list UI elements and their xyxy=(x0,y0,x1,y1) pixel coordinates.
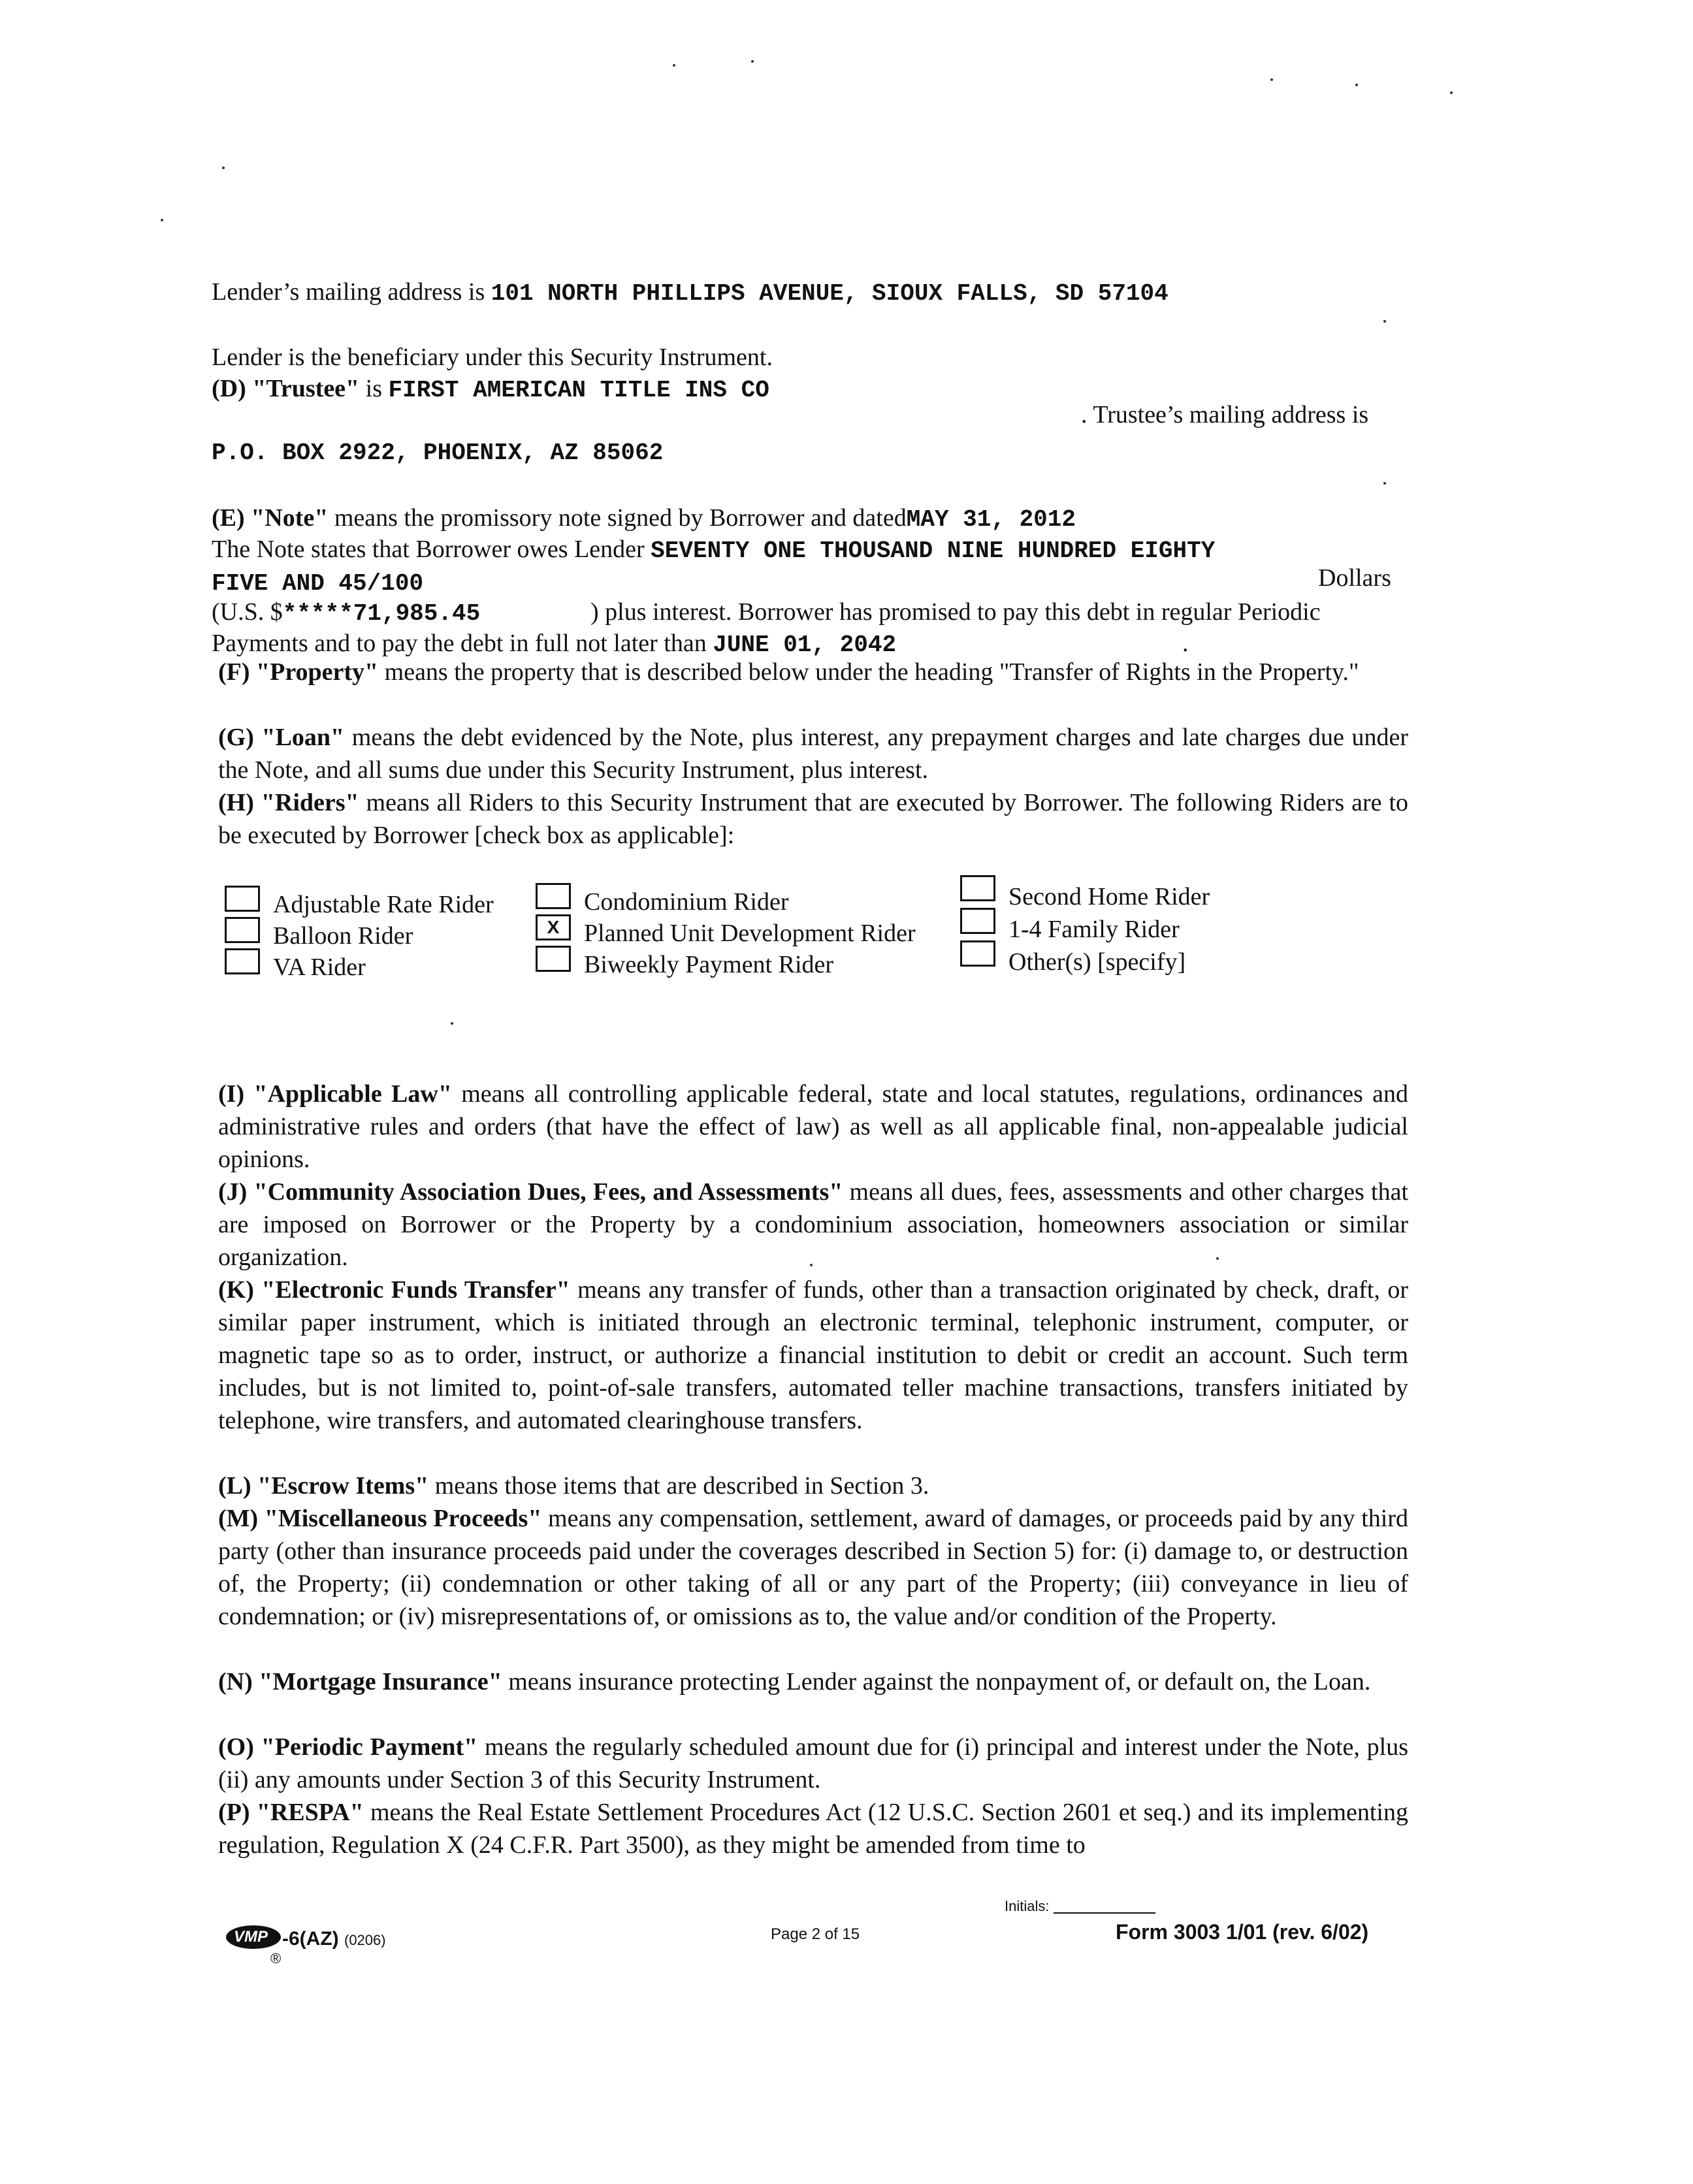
note-owes-prefix: The Note states that Borrower owes Lender xyxy=(212,536,645,563)
definition-text: means all dues, fees, assessments and other charges that are imposed on Borrower or the Property by a condominium association, homeowners association or similar organization. xyxy=(218,1178,1408,1271)
trustee-name: FIRST AMERICAN TITLE INS CO xyxy=(388,377,769,404)
note-maturity-date: JUNE 01, 2042 xyxy=(713,632,897,658)
definition-label: (G) "Loan" xyxy=(218,724,345,751)
rider-checkbox-va[interactable] xyxy=(225,948,260,974)
rider-checkbox-biweekly-payment[interactable] xyxy=(536,946,571,972)
definition-text: means insurance protecting Lender against the nonpayment of, or default on, the Loan. xyxy=(502,1668,1371,1695)
note-amount-words-line xyxy=(212,570,423,596)
vmp-logo xyxy=(225,1924,282,1950)
note-line xyxy=(212,506,1076,532)
form-number: Form 3003 1/01 (rev. 6/02) xyxy=(1116,1920,1369,1944)
initials-line xyxy=(1005,1899,1155,1914)
note-interest-text: ) plus interest. Borrower has promised to pay this debt in regular Periodic xyxy=(590,598,1321,626)
rider-label-planned-unit-development: Planned Unit Development Rider xyxy=(584,920,916,947)
scan-speck xyxy=(1383,482,1386,485)
note-period: . xyxy=(1182,630,1189,657)
trustee-label: (D) "Trustee" xyxy=(212,375,360,402)
trustee-mailing-suffix: . Trustee’s mailing address is xyxy=(1081,401,1369,428)
lender-mailing-line xyxy=(212,280,1169,306)
definition-label: (O) "Periodic Payment" xyxy=(218,1733,478,1761)
page-number: Page 2 of 15 xyxy=(771,1925,860,1943)
lender-mailing-prefix: Lender’s mailing address is xyxy=(212,278,485,306)
note-amount-words-1: SEVENTY ONE THOUSAND NINE HUNDRED EIGHTY xyxy=(651,538,1216,564)
definition-respa xyxy=(218,1796,1408,1861)
lender-mailing-address: 101 NORTH PHILLIPS AVENUE, SIOUX FALLS, SD 57104 xyxy=(491,280,1169,307)
definition-loan xyxy=(218,721,1408,786)
note-amount-words-2: FIVE AND 45/100 xyxy=(212,570,424,597)
rider-label-va: VA Rider xyxy=(273,954,366,981)
note-text: means the promissory note signed by Borrower and dated xyxy=(328,504,907,532)
scan-speck xyxy=(1355,84,1358,86)
scan-speck xyxy=(161,219,163,221)
trustee-address-text: P.O. BOX 2922, PHOENIX, AZ 85062 xyxy=(212,440,664,466)
scan-speck xyxy=(1450,91,1453,94)
rider-label-1-4-family: 1-4 Family Rider xyxy=(1008,916,1180,943)
scan-speck xyxy=(1270,78,1273,81)
definition-label: (J) "Community Association Dues, Fees, and Assessments" xyxy=(218,1178,843,1206)
dollars-label: Dollars xyxy=(1318,564,1391,592)
definition-text: means the property that is described below under the heading "Transfer of Rights in the Property." xyxy=(378,658,1359,686)
form-code-text: -6(AZ) xyxy=(282,1928,339,1950)
rider-checkbox-condominium[interactable] xyxy=(536,883,571,909)
scan-speck xyxy=(222,167,225,169)
rider-label-biweekly-payment: Biweekly Payment Rider xyxy=(584,951,834,978)
definition-label: (I) "Applicable Law" xyxy=(218,1080,452,1108)
definition-miscellaneous-proceeds xyxy=(218,1502,1408,1633)
definition-text: means all controlling applicable federal, state and local statutes, regulations, ordinances and administrative rules and orders (that have the effect of law) as well as all applicable final, non-appealable judicial opinions. xyxy=(218,1080,1409,1173)
definition-label: (N) "Mortgage Insurance" xyxy=(218,1668,502,1695)
definition-text: means the regularly scheduled amount due for (i) principal and interest under the Note, plus (ii) any amounts under Section 3 of this Security Instrument. xyxy=(218,1733,1409,1793)
definition-label: (M) "Miscellaneous Proceeds" xyxy=(218,1505,542,1532)
definition-label: (K) "Electronic Funds Transfer" xyxy=(218,1276,570,1304)
note-payments-line xyxy=(212,631,896,657)
definition-text: means the Real Estate Settlement Procedures Act (12 U.S.C. Section 2601 et seq.) and its implementing regulation, Regulation X (24 C.F.R. Part 3500), as they might be amended from time to xyxy=(218,1799,1408,1859)
note-payments-text: Payments and to pay the debt in full not later than xyxy=(212,630,707,657)
definition-electronic-funds-transfer xyxy=(218,1274,1408,1437)
form-code xyxy=(282,1929,386,1949)
note-amount-line xyxy=(212,600,480,626)
rider-checkbox-others[interactable] xyxy=(960,940,995,967)
definition-mortgage-insurance xyxy=(218,1665,1408,1698)
definition-label: (F) "Property" xyxy=(218,658,379,686)
rider-checkbox-1-4-family[interactable] xyxy=(960,908,995,934)
definition-escrow-items xyxy=(218,1469,1408,1502)
rider-checkbox-adjustable-rate[interactable] xyxy=(225,886,260,912)
scan-speck xyxy=(451,1022,453,1025)
rider-checkbox-planned-unit-development[interactable]: X xyxy=(536,914,571,940)
definition-riders xyxy=(218,786,1408,852)
note-amount: *****71,985.45 xyxy=(282,600,481,627)
rider-label-others: Other(s) [specify] xyxy=(1008,948,1186,976)
rider-checkbox-second-home[interactable] xyxy=(960,875,995,901)
trustee-address xyxy=(212,439,663,465)
rider-label-condominium: Condominium Rider xyxy=(584,888,789,916)
lender-beneficiary-line: Lender is the beneficiary under this Security Instrument. xyxy=(212,344,773,371)
definition-applicable-law xyxy=(218,1078,1408,1176)
definition-label: (P) "RESPA" xyxy=(218,1799,364,1826)
rider-label-second-home: Second Home Rider xyxy=(1008,883,1210,910)
note-owes-line xyxy=(212,537,1215,563)
definition-label: (H) "Riders" xyxy=(218,789,359,816)
note-date: MAY 31, 2012 xyxy=(906,506,1076,533)
definition-community-association xyxy=(218,1176,1408,1274)
note-us-prefix: (U.S. $ xyxy=(212,598,283,626)
trustee-is: is xyxy=(359,375,389,402)
definition-property xyxy=(218,656,1408,688)
definition-text: means those items that are described in Section 3. xyxy=(428,1472,929,1500)
definition-text: means all Riders to this Security Instrument that are executed by Borrower. The following Riders are to be executed by Borrower [check box as applicable]: xyxy=(218,789,1409,849)
scan-speck xyxy=(1383,320,1386,323)
rider-checkbox-balloon[interactable] xyxy=(225,917,260,943)
registered-mark: ® xyxy=(270,1950,282,1967)
form-rev-code: (0206) xyxy=(344,1932,386,1948)
definition-label: (L) "Escrow Items" xyxy=(218,1472,429,1500)
rider-label-adjustable-rate: Adjustable Rate Rider xyxy=(273,891,494,918)
trustee-line xyxy=(212,376,769,402)
definition-text: means any compensation, settlement, award of damages, or proceeds paid by any third party (other than insurance proceeds paid under the coverages described in Section 5) for: (i) damage to, or destruction of, the Property; (ii) condemnation or other taking of all or any part of the Property; (iii) conveyance in lieu of condemnation; or (iv) misrepresentations of, or omissions as to, the value and/or condition of the Property. xyxy=(218,1505,1408,1630)
scan-speck xyxy=(751,60,754,63)
scan-speck xyxy=(673,64,675,67)
initials-label: Initials: xyxy=(1005,1898,1050,1914)
initials-field[interactable] xyxy=(1054,1901,1155,1914)
definition-periodic-payment xyxy=(218,1731,1408,1796)
note-label: (E) "Note" xyxy=(212,504,329,532)
vmp-logo-text: VMP xyxy=(234,1928,268,1946)
definition-text: means the debt evidenced by the Note, plus interest, any prepayment charges and late charges due under the Note, and all sums due under this Security Instrument, plus interest. xyxy=(218,724,1408,784)
rider-label-balloon: Balloon Rider xyxy=(273,922,413,950)
definition-text: means any transfer of funds, other than a transaction originated by check, draft, or similar paper instrument, which is initiated through an electronic terminal, telephonic instrument, computer, or magnetic tape so as to order, instruct, or authorize a financial institution to debit or credit an account. Such term includes, but is not limited to, point-of-sale transfers, automated teller machine transactions, transfers initiated by telephone, wire transfers, and automated clearinghouse transfers. xyxy=(218,1276,1408,1434)
